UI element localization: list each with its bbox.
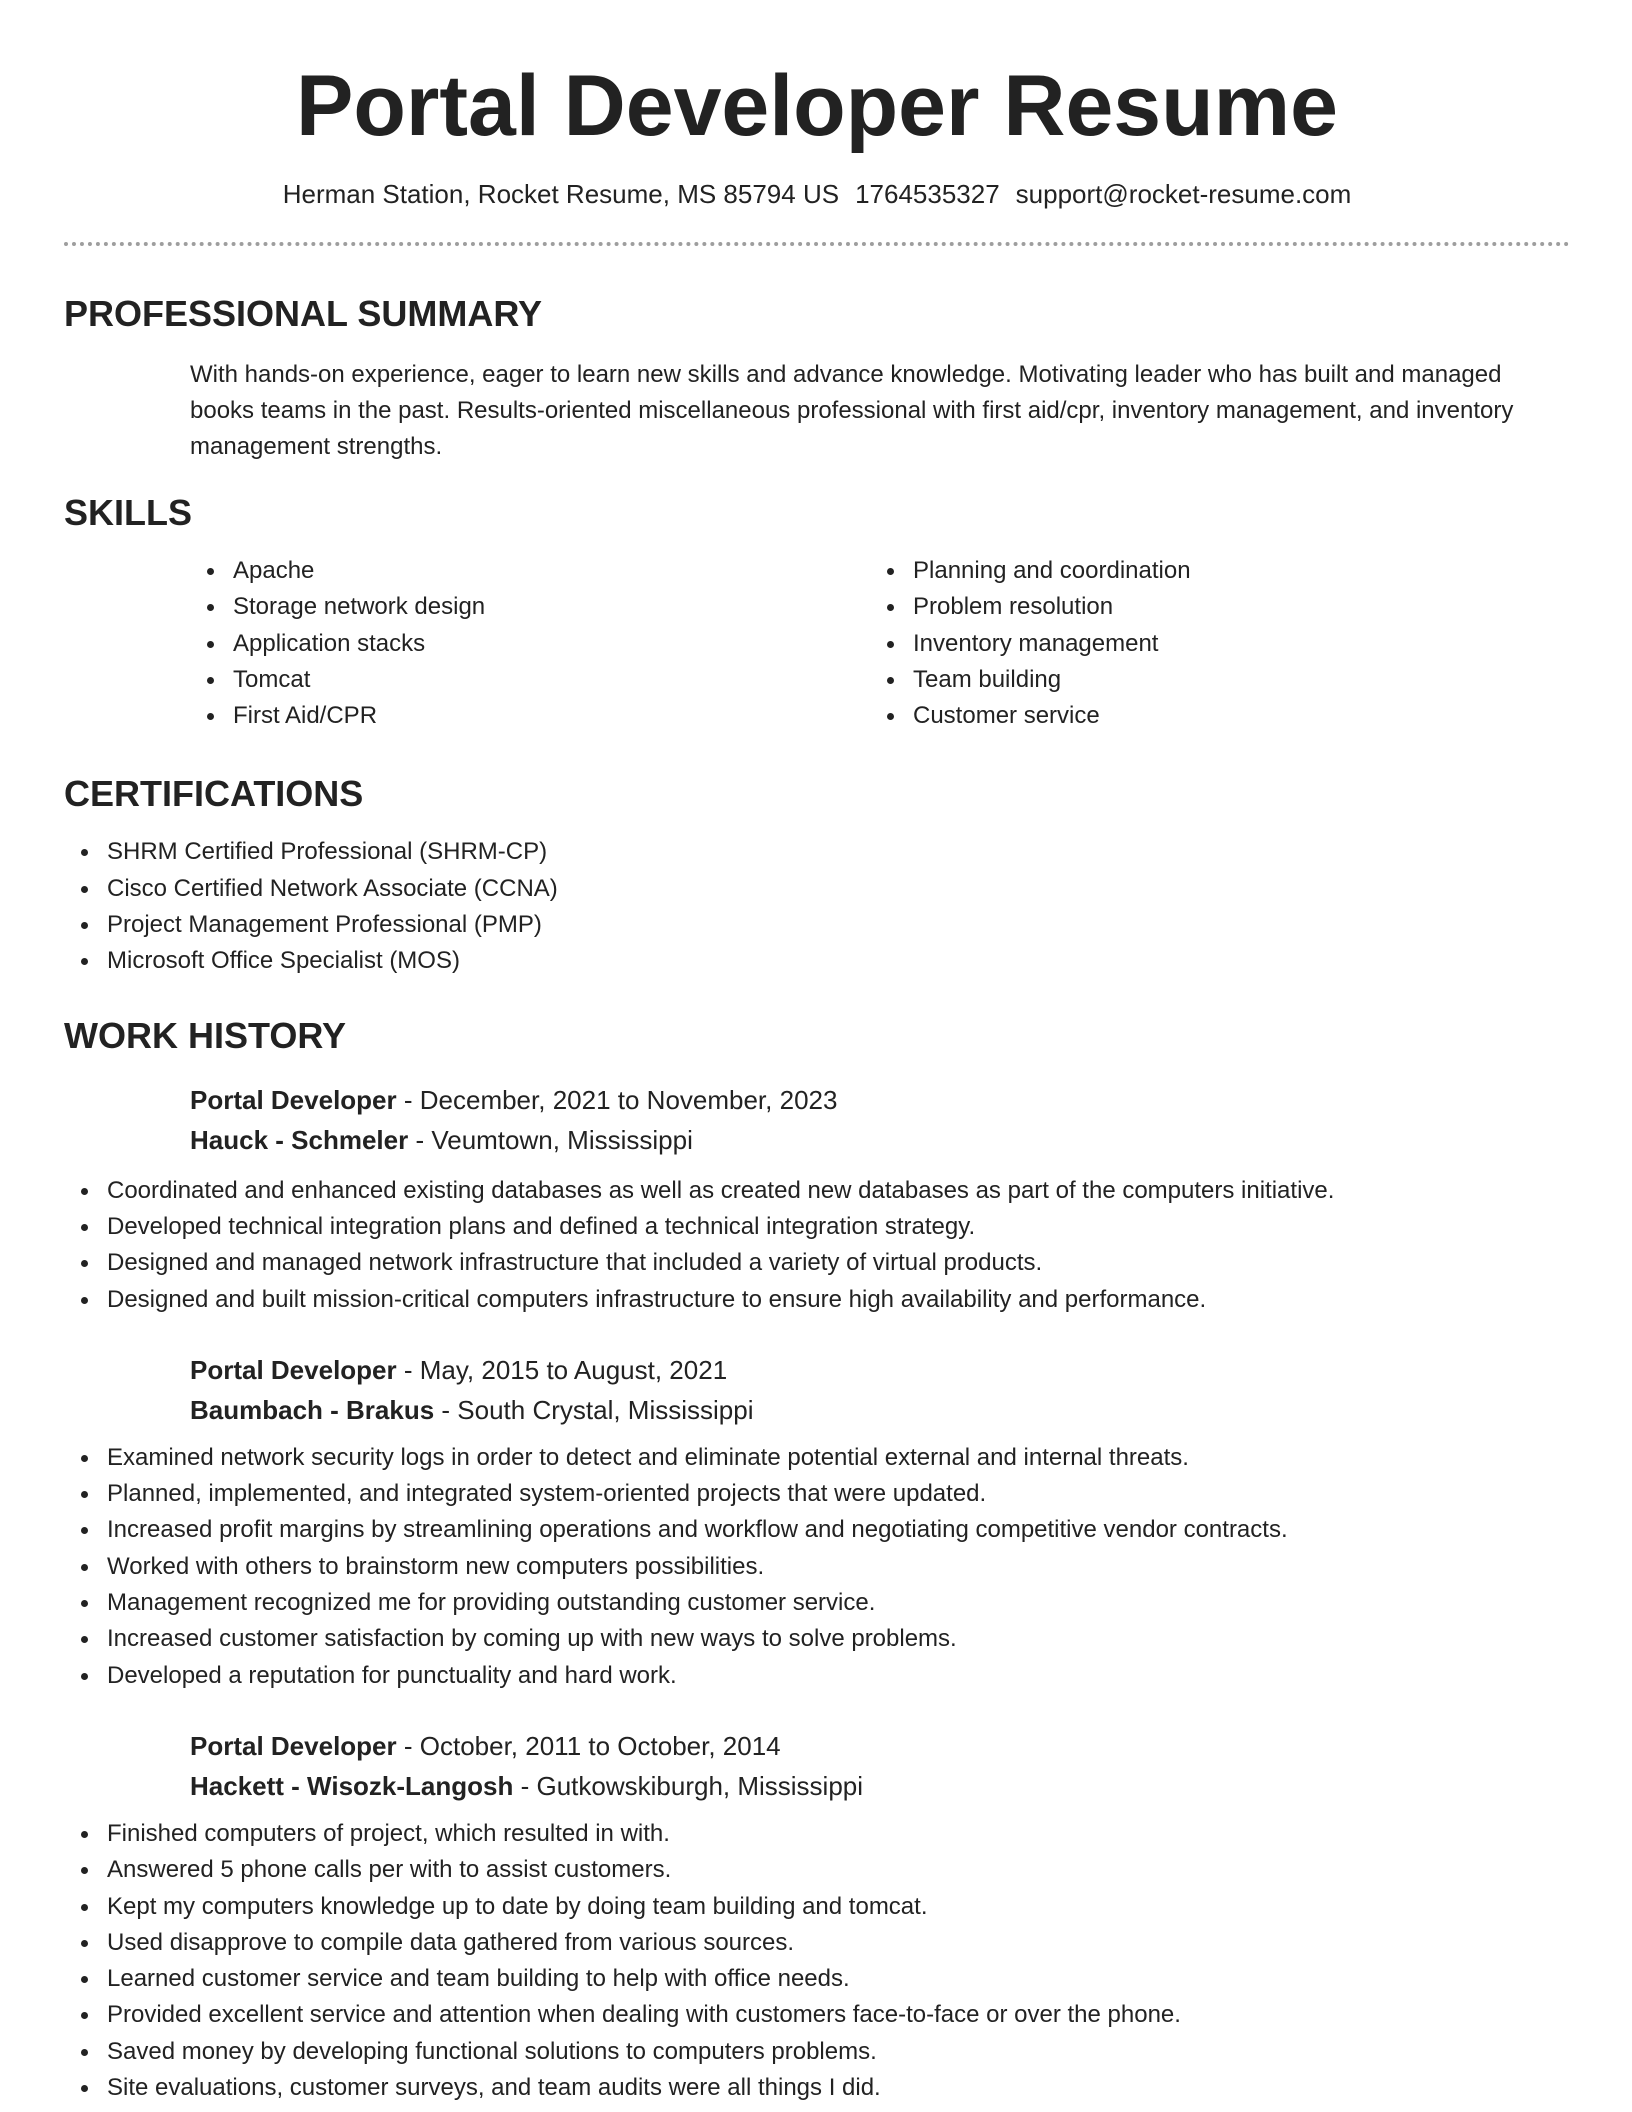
resume-page bbox=[64, 0, 1570, 2106]
skill-item: Storage network design bbox=[190, 589, 870, 625]
job-location: - Gutkowskiburgh, Mississippi bbox=[513, 1770, 864, 1801]
job-bullets bbox=[64, 1440, 1570, 1694]
job-title: Portal Developer bbox=[190, 1084, 397, 1115]
job-bullet: Planned, implemented, and integrated system-oriented projects that were updated. bbox=[64, 1476, 1570, 1512]
certification-item: Cisco Certified Network Associate (CCNA) bbox=[64, 871, 1570, 907]
job-bullet: Designed and managed network infrastructure that included a variety of virtual products. bbox=[64, 1245, 1570, 1281]
skill-item: First Aid/CPR bbox=[190, 698, 870, 734]
job-bullet: Finished computers of project, which resulted in with. bbox=[64, 1816, 1570, 1852]
job-company-line bbox=[190, 1390, 1570, 1430]
job-title-line bbox=[190, 1726, 1570, 1766]
skill-item: Team building bbox=[870, 662, 1550, 698]
skills-column-right bbox=[870, 553, 1550, 734]
skills-list bbox=[190, 553, 1570, 734]
job-bullet: Coordinated and enhanced existing databases as well as created new databases as part of the computers initiative. bbox=[64, 1173, 1570, 1209]
job-bullet: Developed technical integration plans and defined a technical integration strategy. bbox=[64, 1209, 1570, 1245]
job-bullet: Designed and built mission-critical computers infrastructure to ensure high availability and performance. bbox=[64, 1282, 1570, 1318]
contact-address: Herman Station, Rocket Resume, MS 85794 US bbox=[282, 179, 840, 209]
job-bullet: Saved money by developing functional solutions to computers problems. bbox=[64, 2034, 1570, 2070]
job-location: - South Crystal, Mississippi bbox=[434, 1394, 754, 1425]
job-bullet: Increased customer satisfaction by coming up with new ways to solve problems. bbox=[64, 1621, 1570, 1657]
job-bullet: Learned customer service and team building to help with office needs. bbox=[64, 1961, 1570, 1997]
certifications-heading: CERTIFICATIONS bbox=[64, 773, 364, 815]
job-dates: - May, 2015 to August, 2021 bbox=[396, 1354, 728, 1385]
job-title: Portal Developer bbox=[190, 1730, 397, 1761]
certification-item: SHRM Certified Professional (SHRM-CP) bbox=[64, 834, 1570, 870]
job-bullet: Examined network security logs in order to detect and eliminate potential external and internal threats. bbox=[64, 1440, 1570, 1476]
job-bullet: Used disapprove to compile data gathered from various sources. bbox=[64, 1925, 1570, 1961]
job-dates: - December, 2021 to November, 2023 bbox=[396, 1084, 838, 1115]
job-bullets bbox=[64, 1173, 1570, 1318]
job-company-line bbox=[190, 1120, 1570, 1160]
skill-item: Problem resolution bbox=[870, 589, 1550, 625]
certification-item: Project Management Professional (PMP) bbox=[64, 907, 1570, 943]
contact-line bbox=[64, 176, 1570, 212]
job-company-line bbox=[190, 1766, 1570, 1806]
job-company: Hauck - Schmeler bbox=[190, 1124, 409, 1155]
contact-email: support@rocket-resume.com bbox=[1015, 179, 1352, 209]
job-bullet: Site evaluations, customer surveys, and team audits were all things I did. bbox=[64, 2070, 1570, 2106]
job-dates: - October, 2011 to October, 2014 bbox=[396, 1730, 781, 1761]
skill-item: Inventory management bbox=[870, 626, 1550, 662]
job-company: Baumbach - Brakus bbox=[190, 1394, 435, 1425]
job-bullet: Worked with others to brainstorm new computers possibilities. bbox=[64, 1549, 1570, 1585]
job-bullet: Provided excellent service and attention when dealing with customers face-to-face or over the phone. bbox=[64, 1997, 1570, 2033]
job-bullet: Developed a reputation for punctuality and hard work. bbox=[64, 1658, 1570, 1694]
header-divider bbox=[64, 242, 1570, 246]
skill-item: Customer service bbox=[870, 698, 1550, 734]
skill-item: Application stacks bbox=[190, 626, 870, 662]
job-bullet: Answered 5 phone calls per with to assist customers. bbox=[64, 1852, 1570, 1888]
job-bullet: Management recognized me for providing outstanding customer service. bbox=[64, 1585, 1570, 1621]
job-company: Hackett - Wisozk-Langosh bbox=[190, 1770, 514, 1801]
job-entry bbox=[190, 1726, 1570, 1806]
job-entry bbox=[190, 1080, 1570, 1160]
job-title: Portal Developer bbox=[190, 1354, 397, 1385]
job-bullets bbox=[64, 1816, 1570, 2106]
job-bullet: Increased profit margins by streamlining operations and workflow and negotiating competitive vendor contracts. bbox=[64, 1512, 1570, 1548]
contact-phone: 1764535327 bbox=[855, 179, 1000, 209]
resume-title: Portal Developer Resume bbox=[296, 58, 1338, 154]
job-title-line bbox=[190, 1350, 1570, 1390]
skills-column-left bbox=[190, 553, 870, 734]
certifications-list bbox=[64, 834, 1570, 979]
skill-item: Tomcat bbox=[190, 662, 870, 698]
summary-text: With hands-on experience, eager to learn new skills and advance knowledge. Motivating leader who has built and managed books teams in the past. Results-oriented miscellaneous professional with first aid/cpr, inventory management, and inventory management strengths. bbox=[190, 361, 1514, 460]
certification-item: Microsoft Office Specialist (MOS) bbox=[64, 943, 1570, 979]
skill-item: Planning and coordination bbox=[870, 553, 1550, 589]
summary-heading: PROFESSIONAL SUMMARY bbox=[64, 293, 543, 334]
work-history-heading: WORK HISTORY bbox=[64, 1014, 347, 1056]
skill-item: Apache bbox=[190, 553, 870, 589]
job-title-line bbox=[190, 1080, 1570, 1120]
job-entry bbox=[190, 1350, 1570, 1430]
skills-heading: SKILLS bbox=[64, 492, 193, 533]
job-location: - Veumtown, Mississippi bbox=[408, 1124, 693, 1155]
job-bullet: Kept my computers knowledge up to date by doing team building and tomcat. bbox=[64, 1889, 1570, 1925]
